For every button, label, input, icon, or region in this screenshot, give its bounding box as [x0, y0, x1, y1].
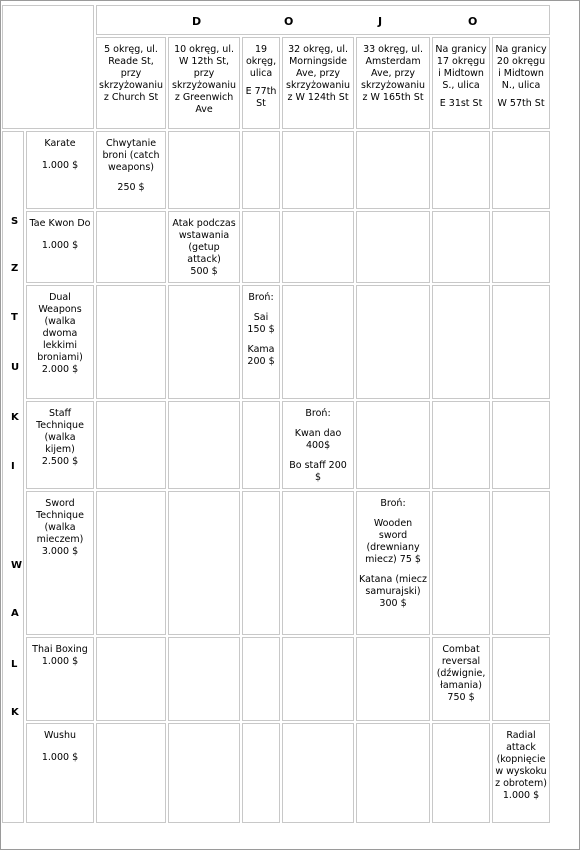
- move-dual-weapons: Broń: Sai 150 $ Kama 200 $: [242, 285, 280, 399]
- move-thai-boxing: Combat reversal (dźwignie, łamania) 750 $: [432, 637, 490, 721]
- move-taekwondo: Atak podczas wstawania (getup attack) 500 $: [168, 211, 240, 283]
- dojo-table: [0, 3, 552, 825]
- style-sword-technique: Sword Technique (walka mieczem) 3.000 $: [26, 491, 94, 635]
- location-header: 19 okręg, ulica E 77th St: [242, 37, 280, 129]
- dojo-letter: D: [192, 15, 202, 28]
- move-karate: Chwytanie broni (catch weapons) 250 $: [96, 131, 166, 209]
- dojo-letter: O: [468, 15, 478, 28]
- side-letter: U: [11, 362, 20, 373]
- style-karate: Karate 1.000 $: [26, 131, 94, 209]
- side-letter: K: [11, 412, 19, 423]
- corner-cell: [2, 5, 94, 129]
- dojo-letter: J: [378, 15, 383, 28]
- dojo-letter: O: [284, 15, 294, 28]
- dojo-header: [96, 5, 550, 35]
- location-header: 33 okręg, ul. Amsterdam Ave, przy skrzyżowaniu z W 165th St: [356, 37, 430, 129]
- side-letter: T: [11, 312, 18, 323]
- style-wushu: Wushu 1.000 $: [26, 723, 94, 823]
- side-title-column: [2, 131, 24, 823]
- side-letter: W: [11, 560, 23, 571]
- style-thai-boxing: Thai Boxing 1.000 $: [26, 637, 94, 721]
- move-sword-technique: Broń: Wooden sword (drewniany miecz) 75 $ Katana (miecz samurajski) 300 $: [356, 491, 430, 635]
- move-wushu: Radial attack (kopnięcie w wyskoku z obrotem) 1.000 $: [492, 723, 550, 823]
- style-taekwondo: Tae Kwon Do 1.000 $: [26, 211, 94, 283]
- side-letter: Z: [11, 263, 19, 274]
- location-header: 32 okręg, ul. Morningside Ave, przy skrzyżowaniu z W 124th St: [282, 37, 354, 129]
- style-staff-technique: Staff Technique (walka kijem) 2.500 $: [26, 401, 94, 489]
- location-header: 10 okręg, ul. W 12th St, przy skrzyżowaniu z Greenwich Ave: [168, 37, 240, 129]
- location-header: Na granicy 17 okręgu i Midtown S., ulica E 31st St: [432, 37, 490, 129]
- side-letter: I: [11, 461, 15, 472]
- location-header: Na granicy 20 okręgu i Midtown N., ulica W 57th St: [492, 37, 550, 129]
- side-letter: A: [11, 608, 19, 619]
- side-letter: S: [11, 216, 19, 227]
- side-letter: K: [11, 707, 19, 718]
- move-staff-technique: Broń: Kwan dao 400$ Bo staff 200 $: [282, 401, 354, 489]
- style-dual-weapons: Dual Weapons (walka dwoma lekkimi broniami) 2.000 $: [26, 285, 94, 399]
- location-header: 5 okręg, ul. Reade St, przy skrzyżowaniu z Church St: [96, 37, 166, 129]
- side-letter: L: [11, 659, 18, 670]
